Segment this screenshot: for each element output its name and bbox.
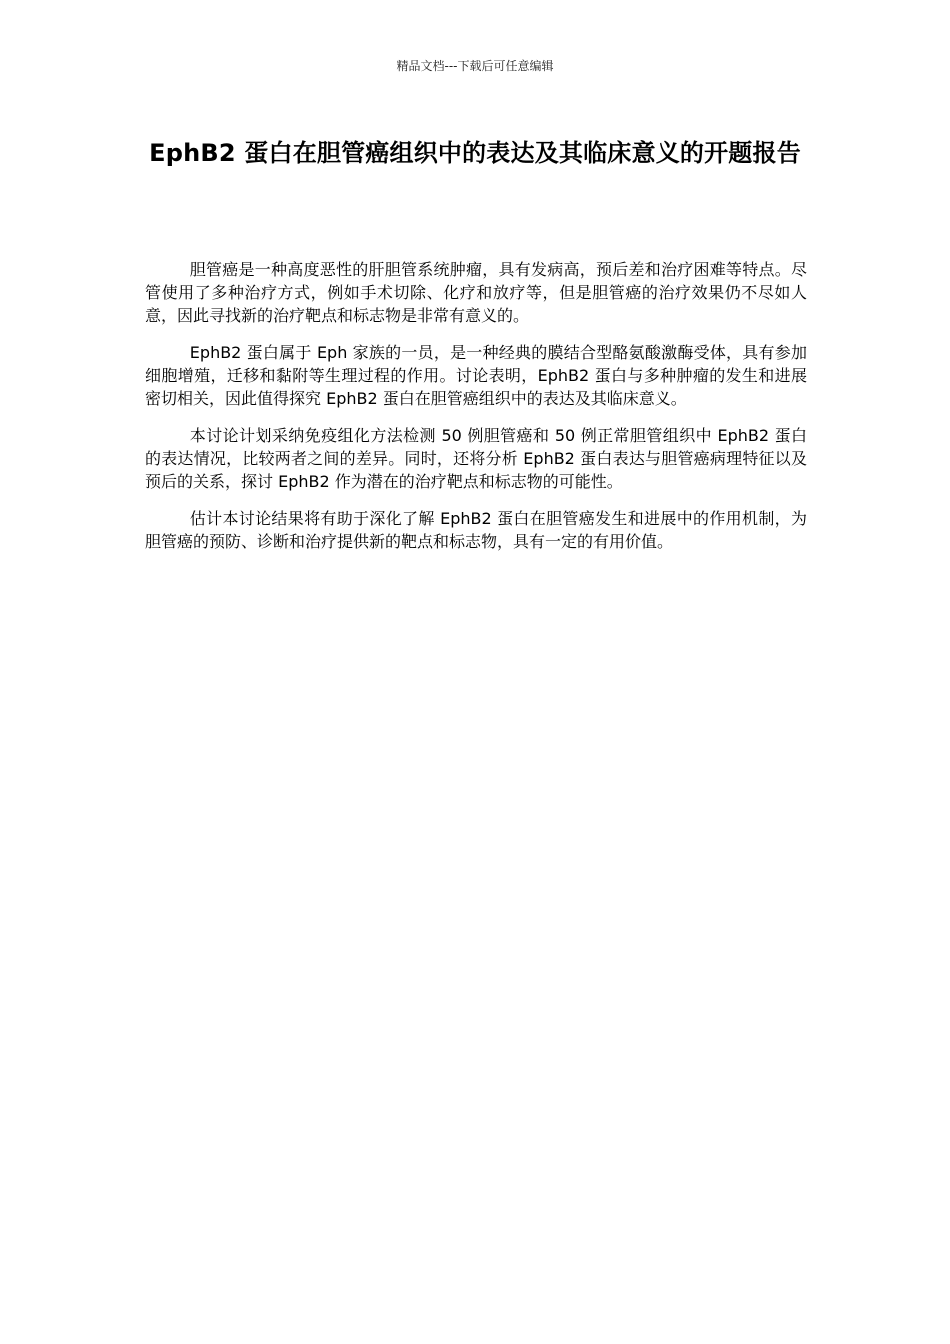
paragraph-2: EphB2 蛋白属于 Eph 家族的一员，是一种经典的膜结合型酪氨酸激酶受体，具有参加细胞增殖，迁移和黏附等生理过程的作用。讨论表明，EphB2 蛋白与多种肿瘤的发生和进展密切相关，因此值得探究 EphB2 蛋白在胆管癌组织中的表达及其临床意义。 bbox=[145, 343, 807, 408]
paragraph-1: 胆管癌是一种高度恶性的肝胆管系统肿瘤，具有发病高，预后差和治疗困难等特点。尽管使用了多种治疗方式，例如手术切除、化疗和放疗等，但是胆管癌的治疗效果仍不尽如人意，因此寻找新的治疗靶点和标志物是非常有意义的。 bbox=[145, 260, 807, 325]
header-note: 精品文档---下载后可任意编辑 bbox=[396, 59, 554, 73]
document-title: EphB2 蛋白在胆管癌组织中的表达及其临床意义的开题报告 bbox=[149, 139, 801, 167]
document-body bbox=[145, 258, 807, 567]
paragraph-4: 估计本讨论结果将有助于深化了解 EphB2 蛋白在胆管癌发生和进展中的作用机制，为胆管癌的预防、诊断和治疗提供新的靶点和标志物，具有一定的有用价值。 bbox=[145, 509, 807, 551]
paragraph-3: 本讨论计划采纳免疫组化方法检测 50 例胆管癌和 50 例正常胆管组织中 EphB2 蛋白的表达情况，比较两者之间的差异。同时，还将分析 EphB2 蛋白表达与胆管癌病理特征以及预后的关系，探讨 EphB2 作为潜在的治疗靶点和标志物的可能性。 bbox=[145, 426, 807, 491]
